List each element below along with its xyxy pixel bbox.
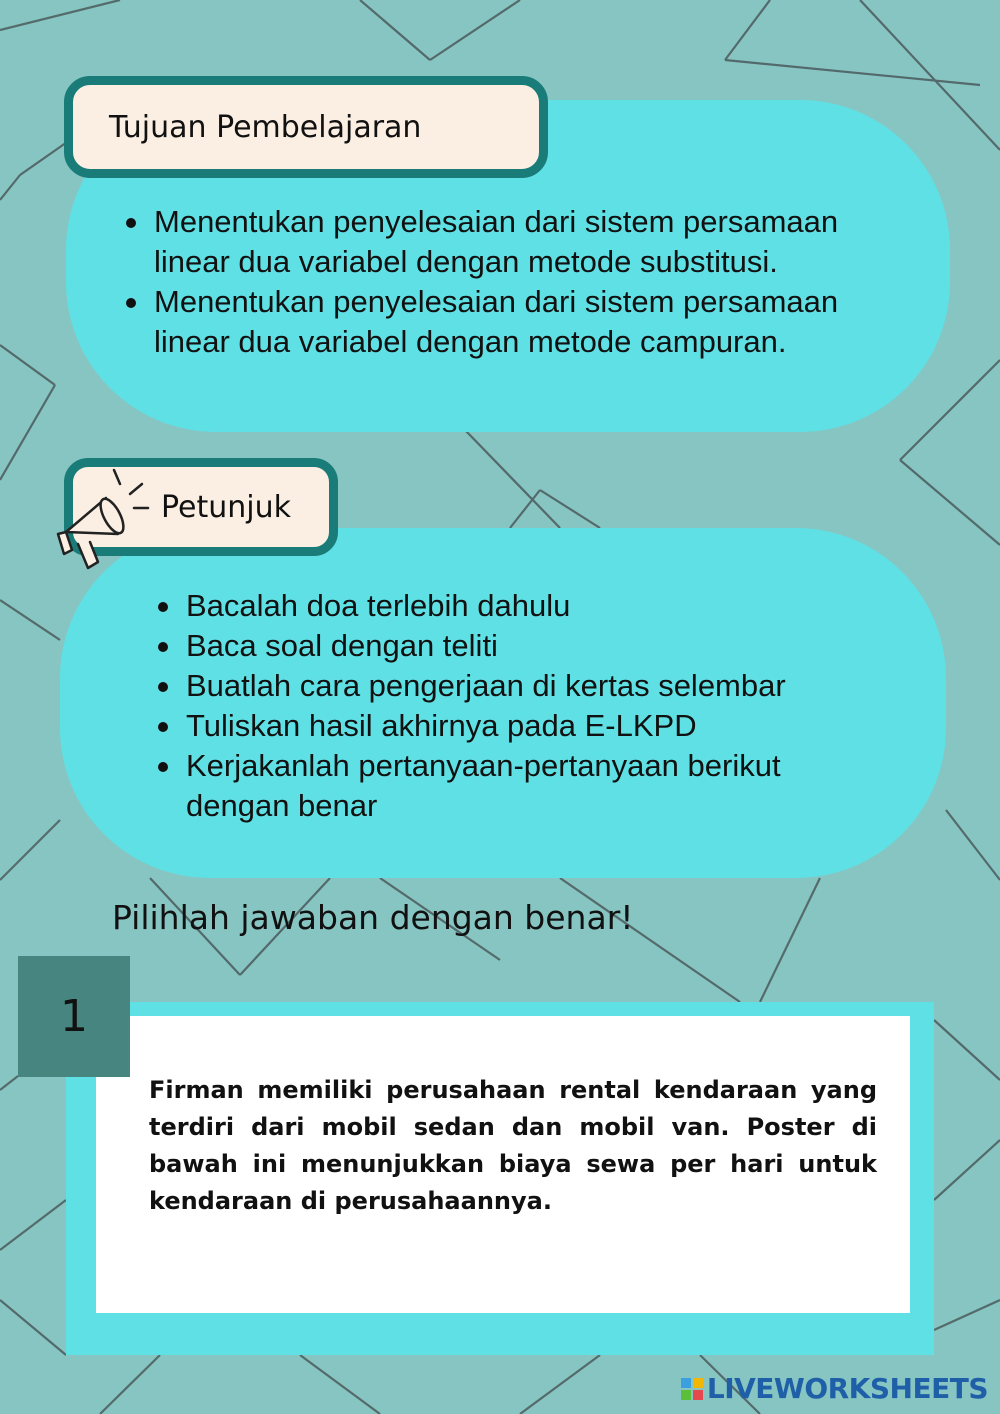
brand-watermark bbox=[681, 1372, 988, 1405]
list-item: Bacalah doa terlebih dahulu bbox=[156, 586, 876, 626]
list-item: Menentukan penyelesaian dari sistem persamaan linear dua variabel dengan metode substitusi. bbox=[124, 202, 914, 282]
instruction-heading: Pilihlah jawaban dengan benar! bbox=[112, 898, 634, 937]
question-number: 1 bbox=[18, 956, 130, 1077]
brand-name: LIVEWORKSHEETS bbox=[706, 1372, 988, 1405]
learning-goals-list bbox=[124, 202, 914, 362]
learning-goals-heading: Tujuan Pembelajaran bbox=[64, 76, 548, 178]
question-text: Firman memiliki perusahaan rental kendaraan yang terdiri dari mobil sedan dan mobil van. Poster di bawah ini menunjukkan biaya sewa per hari untuk kendaraan di perusahaannya. bbox=[149, 1076, 877, 1215]
liveworksheets-logo-icon bbox=[681, 1378, 703, 1400]
instructions-heading: Petunjuk bbox=[64, 458, 338, 556]
instructions-list bbox=[156, 586, 876, 826]
list-item: Tuliskan hasil akhirnya pada E-LKPD bbox=[156, 706, 876, 746]
list-item: Buatlah cara pengerjaan di kertas selembar bbox=[156, 666, 876, 706]
list-item: Baca soal dengan teliti bbox=[156, 626, 876, 666]
megaphone-icon bbox=[44, 462, 164, 582]
list-item: Menentukan penyelesaian dari sistem persamaan linear dua variabel dengan metode campuran. bbox=[124, 282, 914, 362]
list-item: Kerjakanlah pertanyaan-pertanyaan berikut dengan benar bbox=[156, 746, 876, 826]
